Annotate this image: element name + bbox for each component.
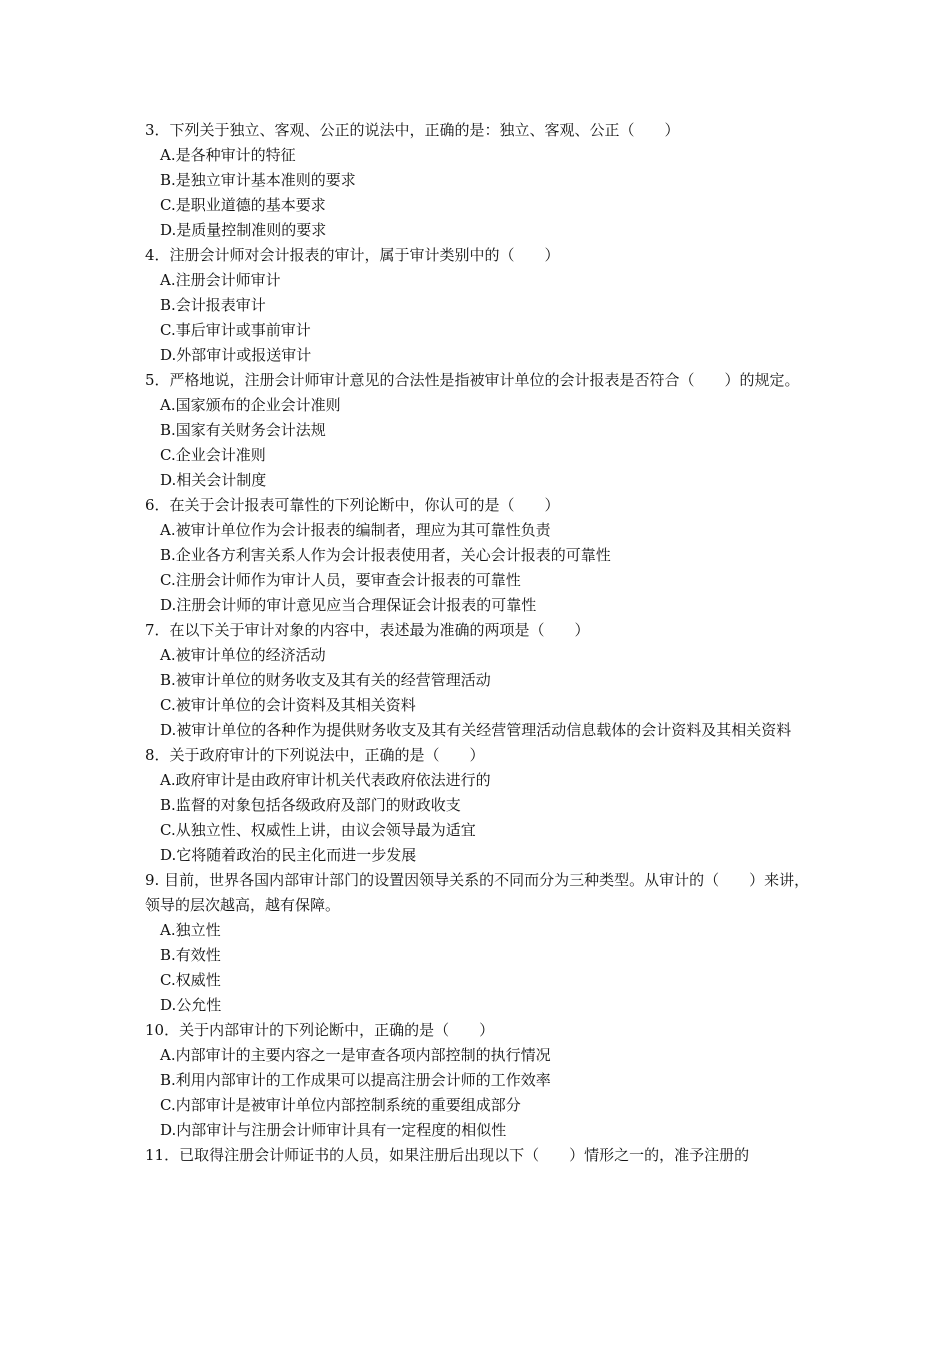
- question-9-stem: 9. 目前，世界各国内部审计部门的设置因领导关系的不同而分为三种类型。从审计的（ ）来讲，领导的层次越高，越有保障。: [145, 871, 810, 914]
- question-4-option-d: D.外部审计或报送审计: [160, 346, 312, 364]
- question-10-option-d: D.内部审计与注册会计师审计具有一定程度的相似性: [160, 1121, 507, 1139]
- question-5-option-d: D.相关会计制度: [160, 471, 267, 489]
- question-10-option-a: A.内部审计的主要内容之一是审查各项内部控制的执行情况: [160, 1046, 551, 1064]
- question-7-option-d: D.被审计单位的各种作为提供财务收支及其有关经营管理活动信息载体的会计资料及其相关资料: [160, 721, 792, 739]
- question-8-option-c: C.从独立性、权威性上讲，由议会领导最为适宜: [160, 821, 476, 839]
- question-4-option-a: A.注册会计师审计: [160, 271, 281, 289]
- question-5-option-c: C.企业会计准则: [160, 446, 266, 464]
- question-4-stem: 4．注册会计师对会计报表的审计，属于审计类别中的（ ）: [145, 246, 560, 264]
- question-8-option-b: B.监督的对象包括各级政府及部门的财政收支: [160, 796, 461, 814]
- question-3-option-a: A.是各种审计的特征: [160, 146, 296, 164]
- question-6-stem: 6．在关于会计报表可靠性的下列论断中，你认可的是（ ）: [145, 496, 560, 514]
- question-list: [145, 118, 815, 1168]
- question-10-option-b: B.利用内部审计的工作成果可以提高注册会计师的工作效率: [160, 1071, 551, 1089]
- question-9-option-b: B.有效性: [160, 946, 221, 964]
- question-4-option-b: B.会计报表审计: [160, 296, 266, 314]
- question-7-option-c: C.被审计单位的会计资料及其相关资料: [160, 696, 416, 714]
- question-9-option-a: A.独立性: [160, 921, 221, 939]
- question-3-option-b: B.是独立审计基本准则的要求: [160, 171, 356, 189]
- question-6-option-c: C.注册会计师作为审计人员，要审查会计报表的可靠性: [160, 571, 521, 589]
- question-7-option-a: A.被审计单位的经济活动: [160, 646, 326, 664]
- question-8-option-d: D.它将随着政治的民主化而进一步发展: [160, 846, 417, 864]
- question-5-stem: 5．严格地说，注册会计师审计意见的合法性是指被审计单位的会计报表是否符合（ ）的规定。: [145, 371, 800, 389]
- question-3-stem: 3．下列关于独立、客观、公正的说法中，正确的是：独立、客观、公正（ ）: [145, 121, 680, 139]
- question-5-option-a: A.国家颁布的企业会计准则: [160, 396, 341, 414]
- question-5-option-b: B.国家有关财务会计法规: [160, 421, 326, 439]
- question-3-option-c: C.是职业道德的基本要求: [160, 196, 326, 214]
- question-7-stem: 7．在以下关于审计对象的内容中，表述最为准确的两项是（ ）: [145, 621, 590, 639]
- question-3-option-d: D.是质量控制准则的要求: [160, 221, 327, 239]
- question-8-stem: 8．关于政府审计的下列说法中，正确的是（ ）: [145, 746, 485, 764]
- question-10-option-c: C.内部审计是被审计单位内部控制系统的重要组成部分: [160, 1096, 521, 1114]
- question-9-option-d: D.公允性: [160, 996, 222, 1014]
- question-7-option-b: B.被审计单位的财务收支及其有关的经营管理活动: [160, 671, 491, 689]
- question-11-stem: 11．已取得注册会计师证书的人员，如果注册后出现以下（ ）情形之一的，准予注册的: [145, 1146, 750, 1164]
- question-10-stem: 10．关于内部审计的下列论断中，正确的是（ ）: [145, 1021, 495, 1039]
- question-9-option-c: C.权威性: [160, 971, 221, 989]
- question-8-option-a: A.政府审计是由政府审计机关代表政府依法进行的: [160, 771, 491, 789]
- question-6-option-a: A.被审计单位作为会计报表的编制者，理应为其可靠性负责: [160, 521, 551, 539]
- question-6-option-d: D.注册会计师的审计意见应当合理保证会计报表的可靠性: [160, 596, 537, 614]
- question-4-option-c: C.事后审计或事前审计: [160, 321, 311, 339]
- question-6-option-b: B.企业各方利害关系人作为会计报表使用者，关心会计报表的可靠性: [160, 546, 611, 564]
